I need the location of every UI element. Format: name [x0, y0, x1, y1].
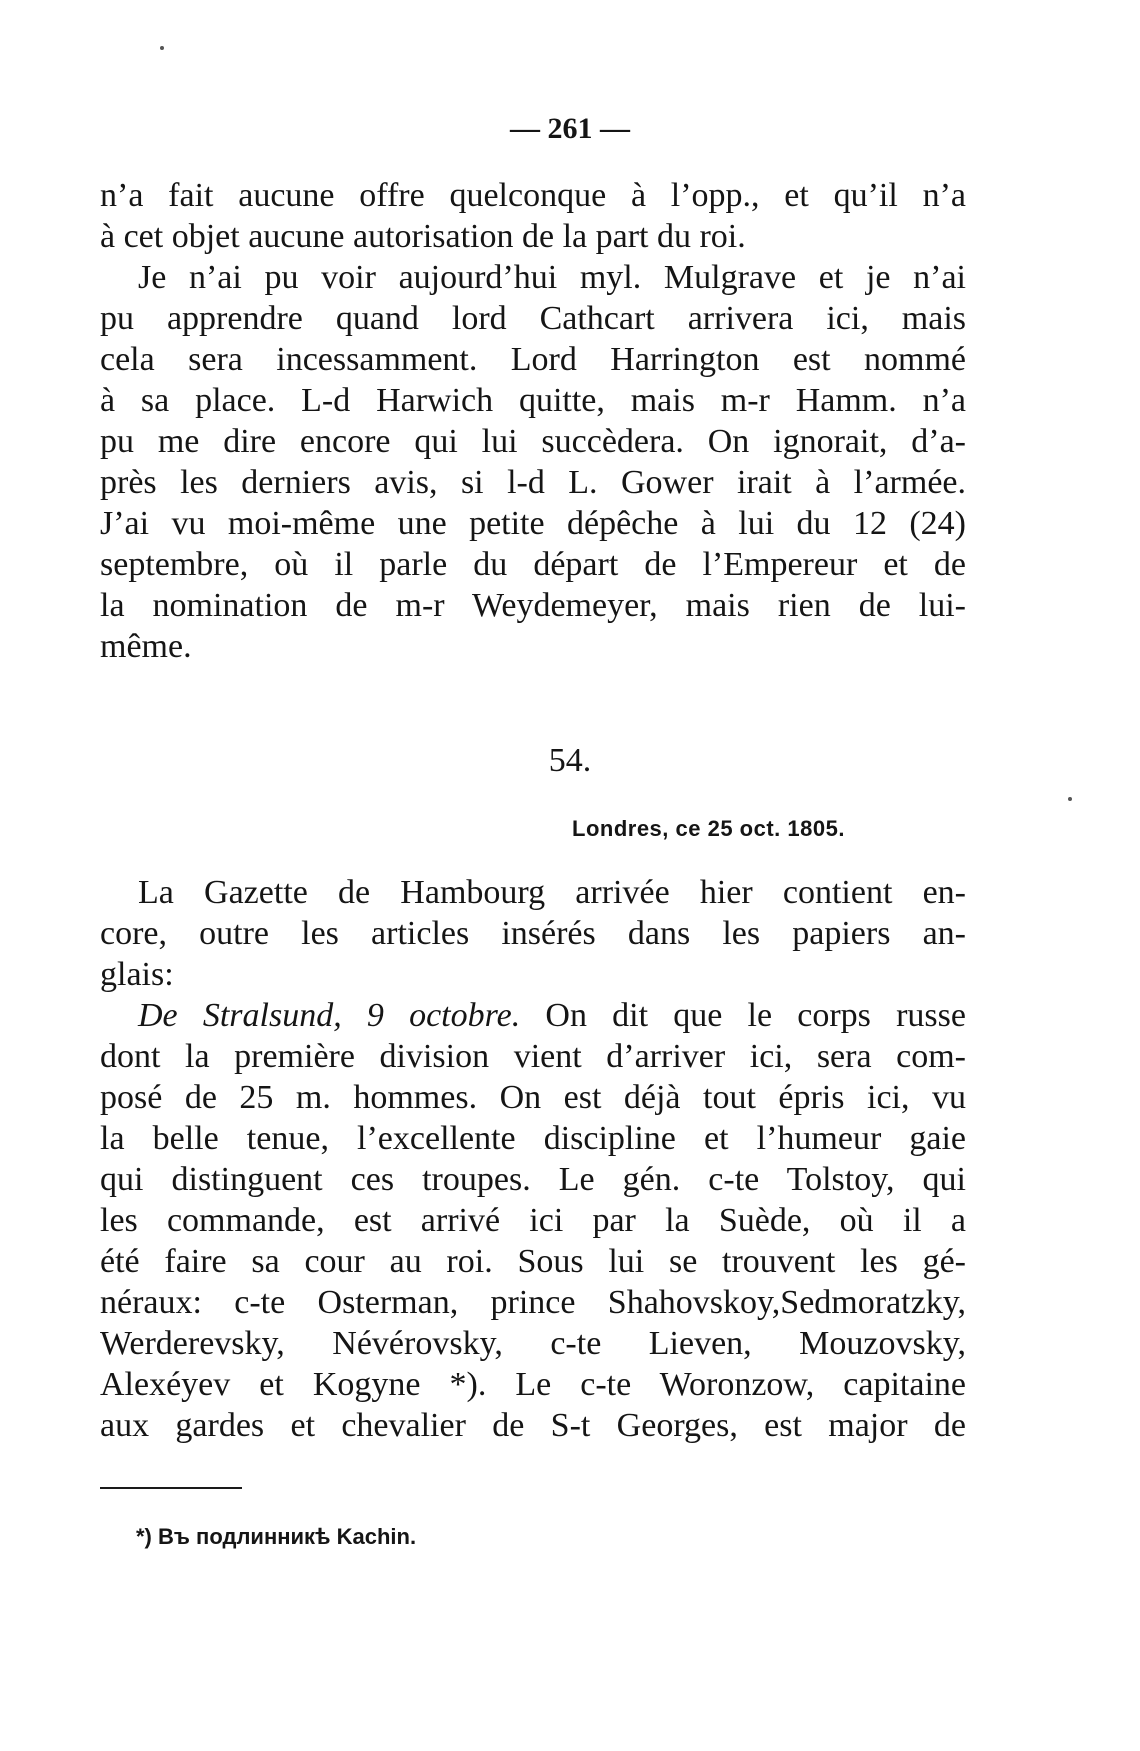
- text-line: Je n’ai pu voir aujourd’hui myl. Mulgrave et je n’ai: [138, 259, 966, 296]
- text-line: pu apprendre quand lord Cathcart arrivera ici, mais: [100, 300, 966, 337]
- text-line: même.: [100, 628, 192, 665]
- paragraph-continued: [100, 175, 966, 667]
- text-line: néraux: c-te Osterman, prince Shahovskoy,Sedmoratzky,: [100, 1284, 966, 1321]
- text-line-first: [100, 995, 966, 1036]
- document-number: 54.: [548, 742, 592, 779]
- text-line: près les derniers avis, si l-d L. Gower irait à l’armée.: [100, 464, 966, 501]
- text-line: glais:: [100, 956, 174, 993]
- scan-speck: [160, 46, 164, 50]
- text-line: core, outre les articles insérés dans les papiers an-: [100, 915, 966, 952]
- text-line: Werderevsky, Névérovsky, c-te Lieven, Mouzovsky,: [100, 1325, 966, 1362]
- text-line: n’a fait aucune offre quelconque à l’opp., et qu’il n’a: [100, 177, 966, 214]
- text-line: posé de 25 m. hommes. On est déjà tout épris ici, vu: [100, 1079, 966, 1116]
- footnote: *) Въ подлинникѣ Kachin.: [136, 1524, 417, 1549]
- dateline: Londres, ce 25 oct. 1805.: [572, 816, 845, 841]
- text-line: cela sera incessamment. Lord Harrington est nommé: [100, 341, 966, 378]
- footnote-divider: [100, 1487, 242, 1489]
- text-fragment: On dit que le corps russe: [520, 997, 966, 1034]
- text-line: à sa place. L-d Harwich quitte, mais m-r Hamm. n’a: [100, 382, 966, 419]
- text-line: à cet objet aucune autorisation de la part du roi.: [100, 218, 746, 255]
- text-line: les commande, est arrivé ici par la Suède, où il a: [100, 1202, 966, 1239]
- text-line: aux gardes et chevalier de S-t Georges, est major de: [100, 1407, 966, 1444]
- text-line: La Gazette de Hambourg arrivée hier contient en-: [138, 874, 966, 911]
- page-number: — 261 —: [510, 112, 630, 145]
- text-line: la belle tenue, l’excellente discipline et l’humeur gaie: [100, 1120, 966, 1157]
- text-line: septembre, où il parle du départ de l’Empereur et de: [100, 546, 966, 583]
- text-line: Alexéyev et Kogyne *). Le c-te Woronzow, capitaine: [100, 1366, 966, 1403]
- dateline-stralsund: De Stralsund, 9 octobre.: [138, 997, 521, 1034]
- letter-body: [100, 872, 966, 1446]
- text-line: dont la première division vient d’arriver ici, sera com-: [100, 1038, 966, 1075]
- text-line: J’ai vu moi-même une petite dépêche à lui du 12 (24): [100, 505, 966, 542]
- text-line: pu me dire encore qui lui succèdera. On ignorait, d’a-: [100, 423, 966, 460]
- text-line: qui distinguent ces troupes. Le gén. c-te Tolstoy, qui: [100, 1161, 966, 1198]
- text-line: la nomination de m-r Weydemeyer, mais rien de lui-: [100, 587, 966, 624]
- scan-speck: [1068, 797, 1072, 801]
- text-line: été faire sa cour au roi. Sous lui se trouvent les gé-: [100, 1243, 966, 1280]
